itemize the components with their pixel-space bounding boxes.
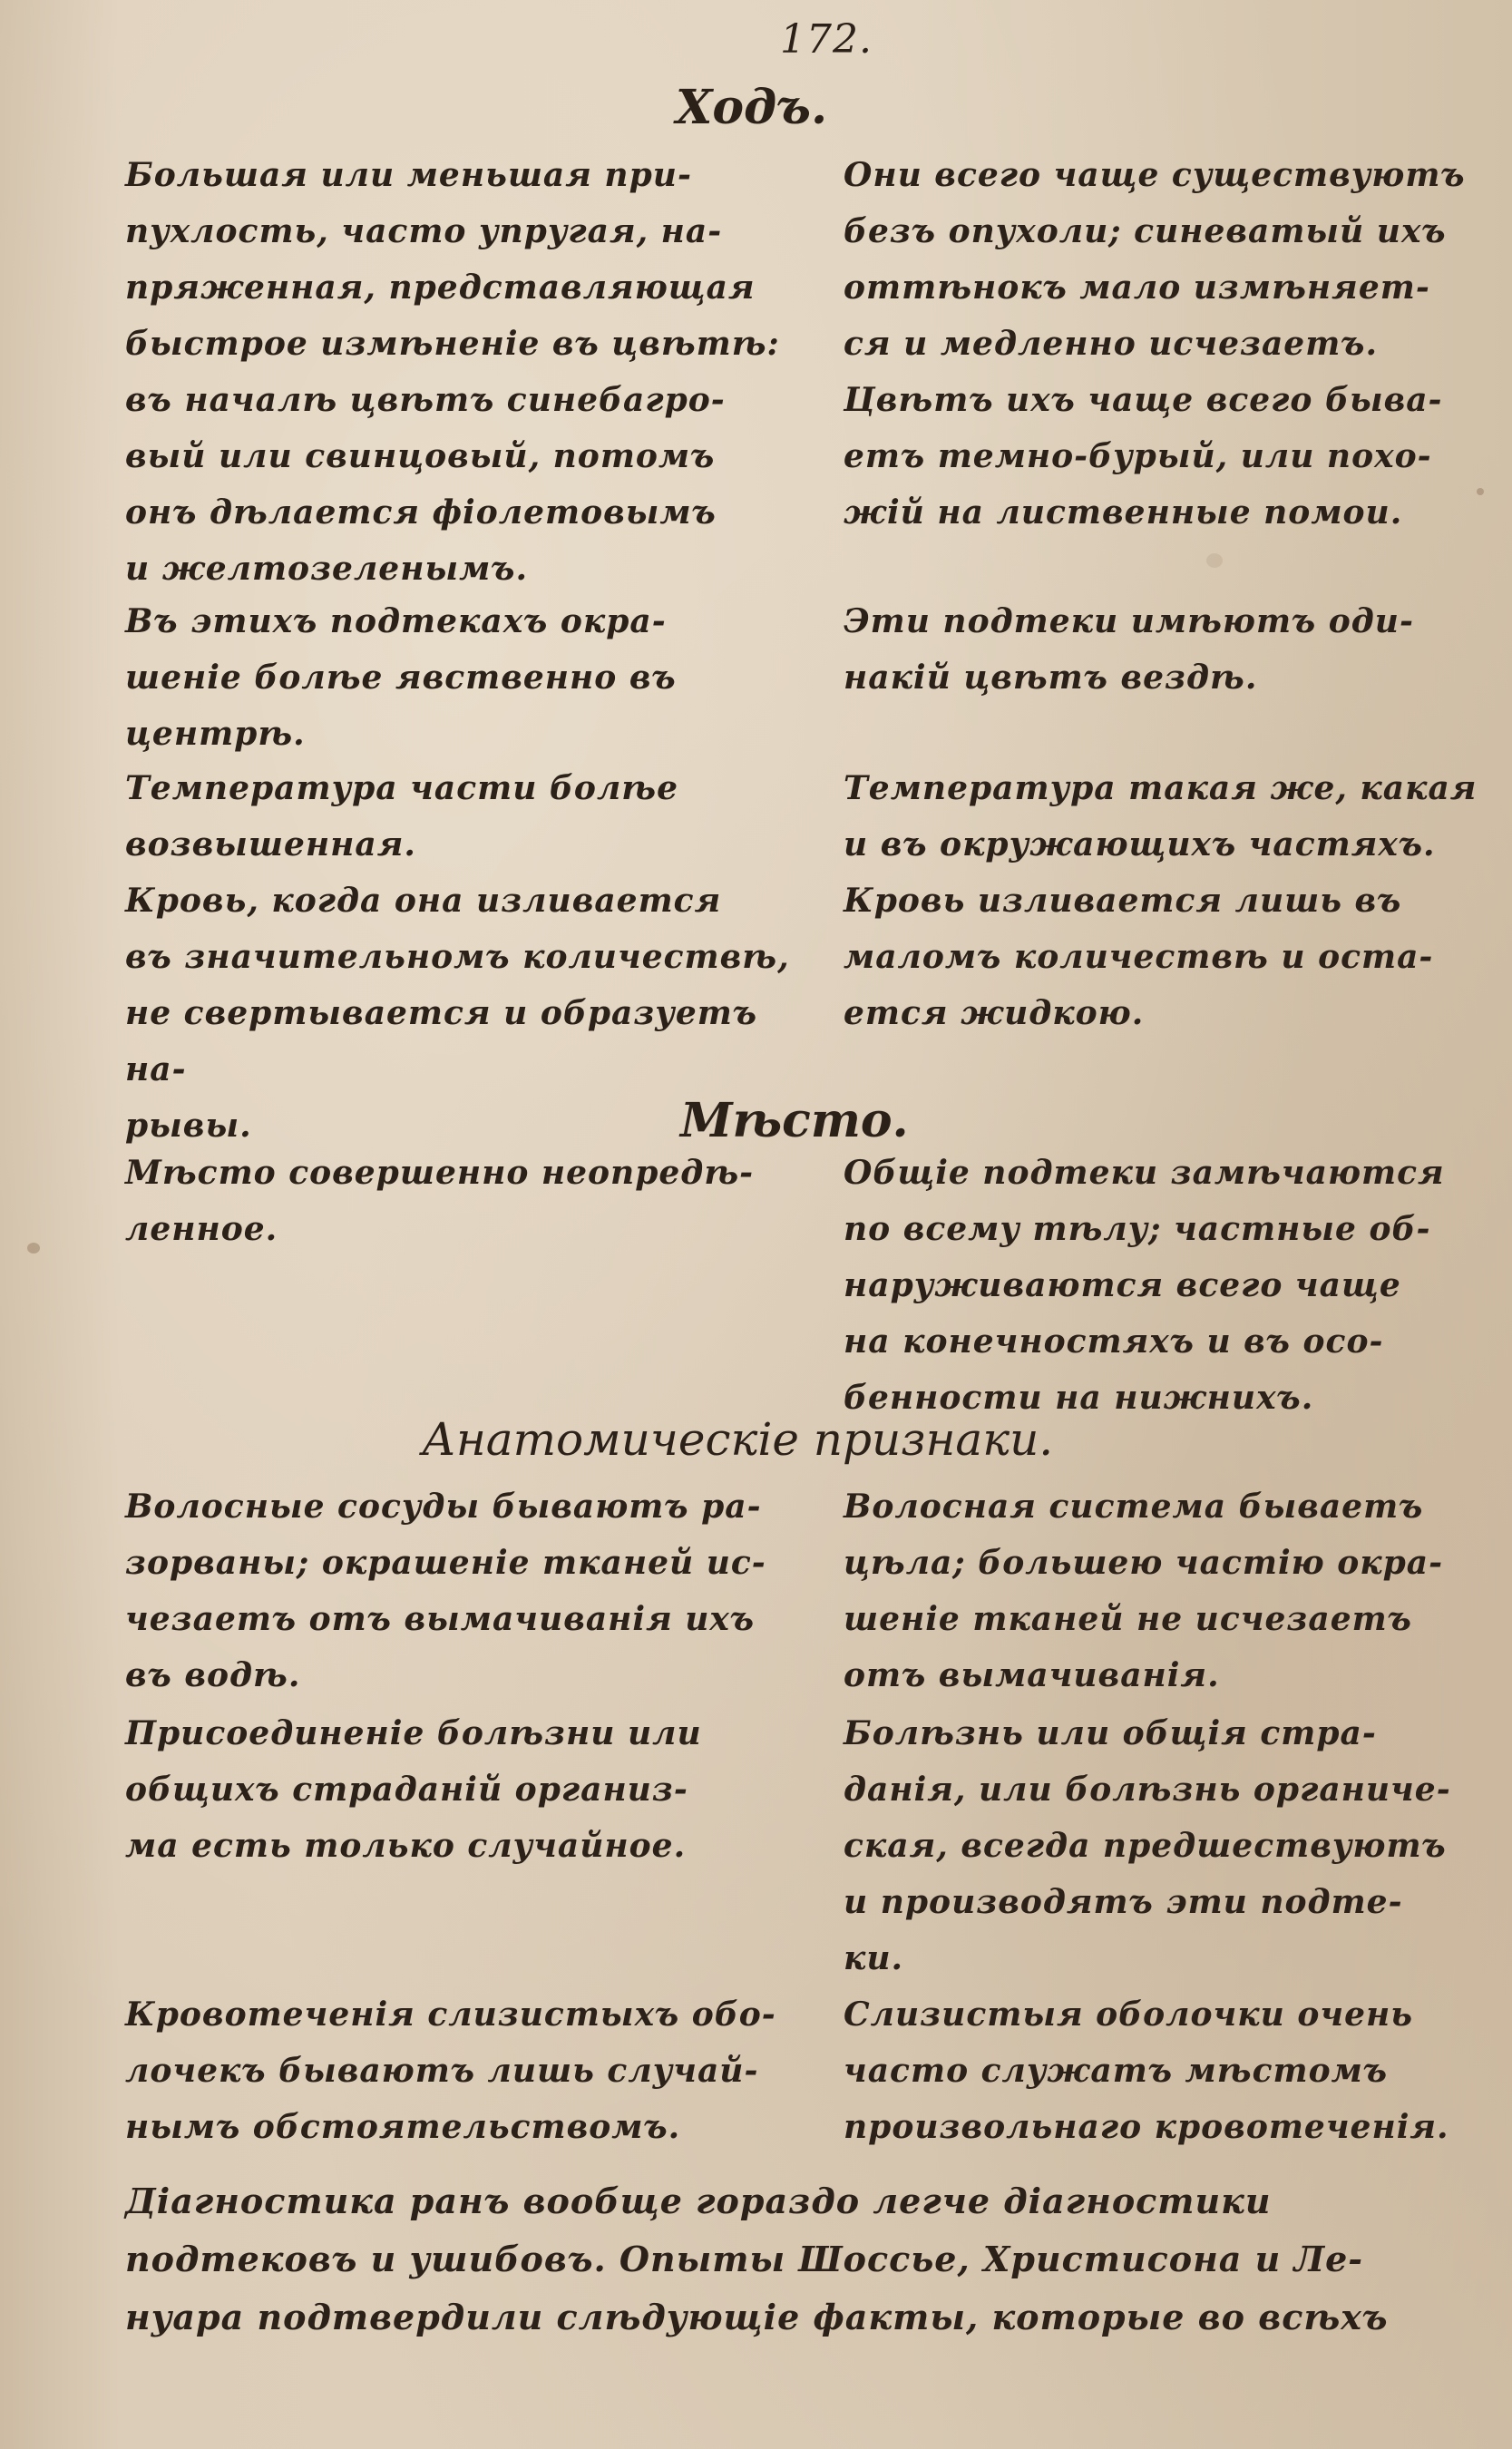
- anatomical-right-paragraph-2: Болѣзнь или общія стра- данія, или болѣзнь органиче- ская, всегда предшествуютъ и производятъ эти подте- ки.: [844, 1714, 1451, 1977]
- section-heading-anatomical: Анатомическіе признаки.: [422, 1413, 1054, 1466]
- anatomical-right-paragraph-3: Слизистыя оболочки очень часто служатъ мѣстомъ произвольнаго кровотеченія.: [844, 1995, 1449, 2146]
- course-left-paragraph-2: Въ этихъ подтекахъ окра- шеніе болѣе явственно въ центрѣ.: [125, 602, 677, 753]
- course-left-paragraph-4: Кровь, когда она изливается въ значительномъ количествѣ, не свертывается и образуетъ на- рывы.: [125, 882, 790, 1145]
- course-right-paragraph-2: Эти подтеки имѣютъ оди- накій цвѣтъ вездѣ.: [844, 602, 1414, 697]
- course-left-paragraph-1: Большая или меньшая при- пухлость, часто упругая, на- пряженная, представляющая быстрое измѣненіе въ цвѣтѣ: въ началѣ цвѣтъ синебагро- вый или свинцовый, потомъ онъ дѣлается фіолетовымъ и желтозеленымъ.: [125, 156, 780, 588]
- course-right-paragraph-4: Кровь изливается лишь въ маломъ количествѣ и оста- ется жидкою.: [844, 882, 1434, 1032]
- section-heading-place: Мѣсто.: [680, 1093, 909, 1148]
- stain: [1206, 553, 1223, 568]
- anatomical-left-paragraph-2: Присоединеніе болѣзни или общихъ страданій организ- ма есть только случайное.: [125, 1714, 702, 1865]
- anatomical-left-paragraph-3: Кровотеченія слизистыхъ обо- лочекъ бываютъ лишь случай- нымъ обстоятельствомъ.: [125, 1995, 776, 2146]
- place-right-paragraph-1: Общіе подтеки замѣчаются по всему тѣлу; частные об- наруживаются всего чаще на конечностяхъ и въ осо- бенности на нижнихъ.: [844, 1154, 1445, 1417]
- anatomical-right-paragraph-1: Волосная система бываетъ цѣла; большею частію окра- шеніе тканей не исчезаетъ отъ вымачиванія.: [844, 1488, 1444, 1694]
- anatomical-left-paragraph-1: Волосные сосуды бываютъ ра- зорваны; окрашеніе тканей ис- чезаетъ отъ вымачиванія ихъ въ водѣ.: [125, 1488, 766, 1694]
- ink-spot: [27, 1243, 40, 1254]
- footer-paragraph: Діагностика ранъ вообще гораздо легче діагностики подтековъ и ушибовъ. Опыты Шоссье, Христисона и Ле- нуара подтвердили слѣдующіе факты, которые во всѣхъ: [125, 2181, 1389, 2337]
- place-left-paragraph-1: Мѣсто совершенно неопредѣ- ленное.: [125, 1154, 755, 1248]
- course-right-paragraph-1: Они всего чаще существуютъ безъ опухоли; синеватый ихъ оттѣнокъ мало измѣняет- ся и медленно исчезаетъ. Цвѣтъ ихъ чаще всего быва- етъ темно-бурый, или похо- жій на лиственные помои.: [844, 156, 1466, 532]
- course-right-paragraph-3: Температура такая же, какая и въ окружающихъ частяхъ.: [844, 769, 1478, 863]
- course-left-paragraph-3: Температура части болѣе возвышенная.: [125, 769, 678, 863]
- section-heading-course: Ходъ.: [676, 80, 828, 135]
- page-number: 172.: [780, 16, 873, 63]
